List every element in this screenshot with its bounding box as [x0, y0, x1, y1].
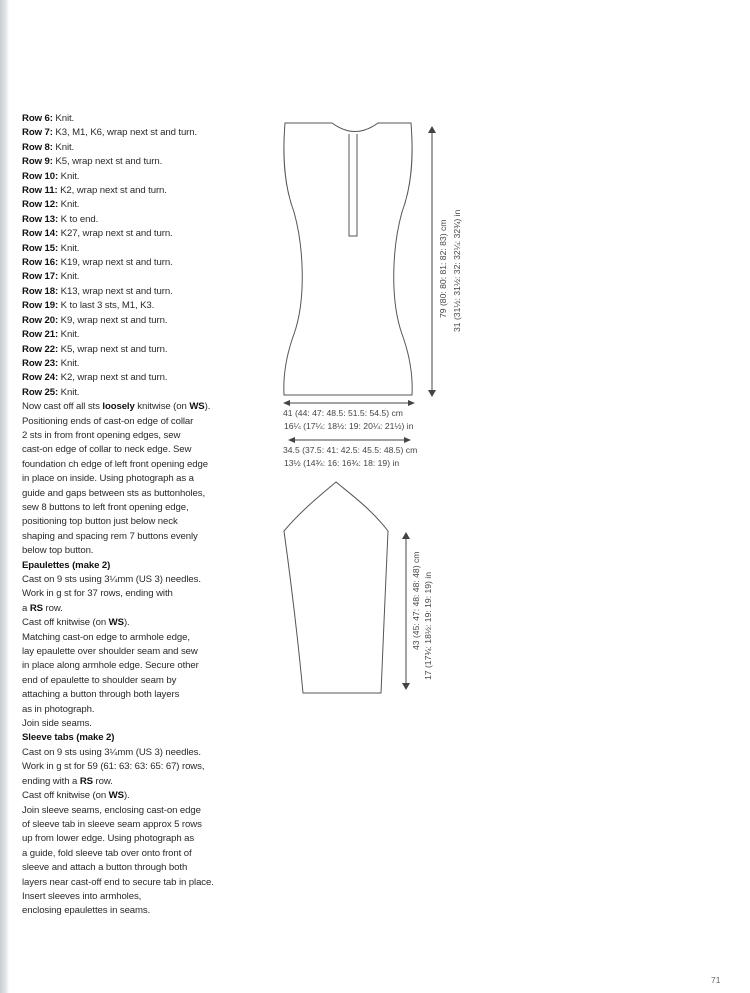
- instruction-text: shaping and spacing rem 7 buttons evenly: [22, 530, 198, 542]
- instruction-text: layers near cast-off end to secure tab in place.: [22, 876, 214, 888]
- row-label: Row 6:: [22, 113, 53, 124]
- instruction-text: in place on inside. Using photograph as a: [22, 473, 194, 485]
- row-label: Row 25:: [22, 386, 59, 398]
- body-height-in-label: 31 (31½: 31½: 32: 32¼: 32¾) in: [452, 209, 462, 332]
- instruction-text: cast-on edge of collar to neck edge. Sew: [22, 444, 192, 456]
- instruction-text: Knit.: [52, 113, 75, 124]
- heading-text: Sleeve tabs (make 2): [22, 732, 115, 744]
- instruction-text: Join side seams.: [22, 718, 92, 730]
- instruction-text: foundation ch edge of left front opening edge: [22, 458, 208, 470]
- row-label: Row 19:: [22, 300, 59, 312]
- row-label: Row 12:: [22, 199, 59, 211]
- instruction-text: Cast off knitwise (on: [22, 617, 109, 629]
- instruction-text: Knit.: [52, 141, 75, 153]
- row-label: Row 7:: [22, 127, 53, 139]
- instruction-text: Cast on 9 sts using 3¼mm (US 3) needles.: [22, 746, 201, 758]
- instruction-text: guide and gaps between sts as buttonholes,: [22, 487, 206, 499]
- instruction-text: of sleeve tab in sleeve seam approx 5 rows: [22, 818, 202, 830]
- waist-width-in-label: 13½ (14¾: 16: 16¾: 18: 19) in: [284, 458, 400, 468]
- instruction-text: K to end.: [58, 213, 99, 225]
- row-label: Row 10:: [22, 170, 59, 182]
- row-label: Row 13:: [22, 213, 59, 225]
- instruction-text: K to last 3 sts, M1, K3.: [58, 300, 155, 312]
- row-label: Row 24:: [22, 372, 59, 384]
- instruction-text: K9, wrap next st and turn.: [58, 314, 168, 326]
- row-label: Row 23:: [22, 357, 59, 369]
- row-label: Row 16:: [22, 257, 59, 269]
- instruction-text: K5, wrap next st and turn.: [52, 156, 163, 168]
- instruction-text: a: [22, 602, 30, 614]
- instruction-text: Positioning ends of cast-on edge of collar: [22, 415, 194, 427]
- instruction-text: 2 sts in from front opening edges, sew: [22, 429, 181, 441]
- instruction-text: K19, wrap next st and turn.: [58, 257, 173, 269]
- instruction-text: Knit.: [58, 357, 80, 369]
- row-label: Row 15:: [22, 242, 59, 254]
- body-height-cm-label: 79 (80: 80: 81: 82: 83) cm: [438, 219, 448, 318]
- row-label: Row 21:: [22, 329, 59, 341]
- instruction-text: knitwise (on: [134, 401, 190, 413]
- instruction-text: positioning top button just below neck: [22, 516, 178, 528]
- instruction-text: enclosing epaulettes in seams.: [22, 905, 151, 917]
- instruction-text: K2, wrap next st and turn.: [57, 185, 167, 197]
- sleeve-outline: [284, 482, 388, 693]
- bold-term: WS: [189, 401, 205, 413]
- sleeve-length-in-label: 17 (17¾: 18½: 19: 19: 19) in: [423, 572, 433, 680]
- instruction-text: ).: [123, 790, 130, 802]
- instruction-text: Now cast off all sts: [22, 401, 103, 413]
- instruction-text: Knit.: [58, 386, 80, 398]
- instruction-text: a guide, fold sleeve tab over onto front of: [22, 847, 192, 859]
- instruction-text: below top button.: [22, 545, 94, 557]
- row-label: Row 20:: [22, 314, 59, 326]
- bold-term: WS: [108, 617, 124, 629]
- instruction-text: K27, wrap next st and turn.: [58, 228, 173, 240]
- bold-term: WS: [108, 790, 124, 802]
- hem-width-in-label: 16¼ (17¼: 18½: 19: 20¼: 21½) in: [284, 421, 414, 431]
- instruction-text: Cast off knitwise (on: [22, 790, 109, 802]
- instruction-text: K2, wrap next st and turn.: [58, 372, 168, 384]
- row-label: Row 18:: [22, 285, 59, 297]
- hem-width-cm-label: 41 (44: 47: 48.5: 51.5: 54.5) cm: [283, 408, 403, 418]
- instruction-text: ).: [204, 401, 211, 413]
- instruction-text: K5, wrap next st and turn.: [58, 343, 168, 355]
- row-label: Row 22:: [22, 343, 59, 355]
- instruction-text: attaching a button through both layers: [22, 689, 180, 701]
- body-outline: [284, 123, 412, 395]
- row-label: Row 14:: [22, 228, 59, 240]
- instruction-text: K13, wrap next st and turn.: [58, 285, 173, 297]
- instruction-text: Work in g st for 59 (61: 63: 63: 65: 67) rows,: [22, 761, 205, 773]
- page-number: 71: [711, 975, 721, 985]
- instruction-text: as in photograph.: [22, 703, 95, 715]
- instruction-text: ending with a: [22, 775, 80, 787]
- heading-text: Epaulettes (make 2): [22, 559, 111, 571]
- instruction-text: row.: [92, 775, 113, 787]
- instruction-text: Matching cast-on edge to armhole edge,: [22, 631, 190, 643]
- row-label: Row 17:: [22, 271, 59, 283]
- instruction-text: Cast on 9 sts using 3¼mm (US 3) needles.: [22, 574, 201, 585]
- instruction-text: Knit.: [58, 199, 80, 211]
- instruction-text: lay epaulette over shoulder seam and sew: [22, 646, 198, 658]
- row-label: Row 11:: [22, 185, 58, 197]
- instruction-text: Knit.: [58, 271, 80, 283]
- instruction-text: sew 8 buttons to left front opening edge,: [22, 501, 189, 513]
- waist-width-cm-label: 34.5 (37.5: 41: 42.5: 45.5: 48.5) cm: [283, 445, 418, 455]
- instruction-text: end of epaulette to shoulder seam by: [22, 674, 177, 686]
- instruction-text: ).: [123, 617, 130, 629]
- instruction-text: Knit.: [58, 170, 80, 182]
- bold-term: RS: [29, 602, 43, 614]
- row-label: Row 8:: [22, 141, 53, 153]
- instruction-text: up from lower edge. Using photograph as: [22, 833, 195, 845]
- row-label: Row 9:: [22, 156, 53, 168]
- instruction-text: K3, M1, K6, wrap next st and turn.: [52, 127, 198, 139]
- instruction-text: Work in g st for 37 rows, ending with: [22, 588, 173, 600]
- bold-term: RS: [79, 775, 93, 787]
- instruction-text: Insert sleeves into armholes,: [22, 890, 142, 902]
- bold-term: loosely: [102, 401, 135, 413]
- instruction-text: in place along armhole edge. Secure other: [22, 660, 199, 672]
- front-opening: [349, 134, 357, 236]
- instruction-text: Join sleeve seams, enclosing cast-on edge: [22, 804, 201, 816]
- sleeve-length-cm-label: 43 (45: 47: 48: 48: 48) cm: [411, 551, 421, 650]
- instruction-text: Knit.: [58, 329, 80, 341]
- instruction-text: row.: [42, 602, 63, 614]
- instruction-text: Knit.: [58, 242, 80, 254]
- instruction-text: sleeve and attach a button through both: [22, 862, 188, 874]
